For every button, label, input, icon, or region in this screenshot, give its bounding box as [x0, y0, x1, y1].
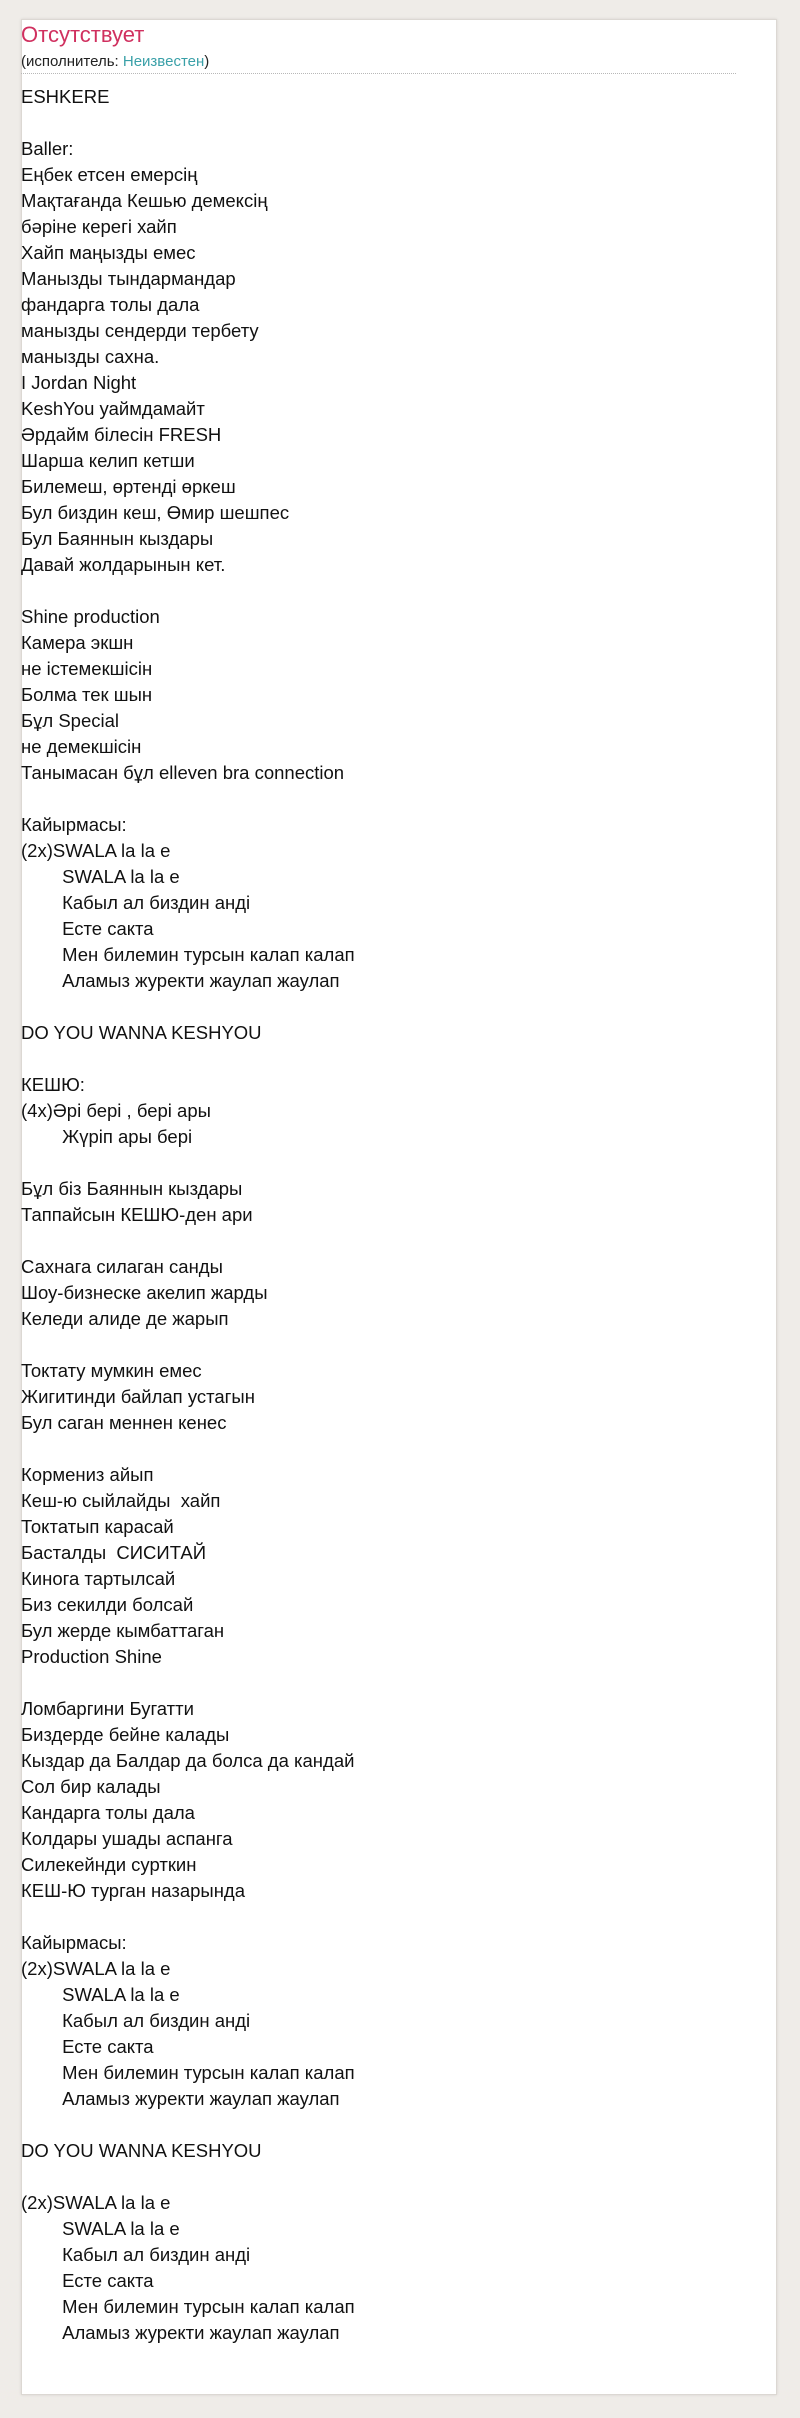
song-header: [21, 22, 736, 74]
lyric-line: Кормениз айып: [21, 1464, 154, 1485]
lyric-line: Басталды СИСИТАЙ: [21, 1542, 207, 1563]
lyric-line: не істемекшісін: [21, 658, 153, 679]
lyric-line: бәріне керегі хайп: [21, 216, 177, 237]
lyric-line: манызды сахна.: [21, 346, 160, 367]
lyric-line: Ломбаргини Бугатти: [21, 1698, 194, 1719]
lyric-line: DO YOU WANNA KESHYOU: [21, 1022, 262, 1043]
lyric-line: не демекшісін: [21, 736, 142, 757]
lyric-line: Аламыз журекти жаулап жаулап: [21, 2088, 340, 2109]
lyric-line: Келеди алиде де жарып: [21, 1308, 229, 1329]
lyric-line: Мен билемин турсын калап калап: [21, 2296, 355, 2317]
lyric-line: [21, 2164, 736, 2190]
lyric-line: Еңбек етсен емерсің: [21, 164, 198, 185]
lyric-line: КЕШ-Ю турган назарында: [21, 1880, 246, 1901]
lyric-line: Бұл Special: [21, 710, 120, 731]
artist-suffix: ): [204, 53, 210, 70]
lyric-line: Шоу-бизнеске акелип жарды: [21, 1282, 268, 1303]
lyric-line: КЕШЮ:: [21, 1074, 85, 1095]
lyric-line: [21, 1436, 736, 1462]
lyric-line: Жигитинди байлап устагын: [21, 1386, 255, 1407]
lyric-line: KeshYou уаймдамайт: [21, 398, 205, 419]
lyric-line: SWALA la la e: [21, 1984, 180, 2005]
lyric-line: DO YOU WANNA KESHYOU: [21, 2140, 262, 2161]
lyric-line: Baller:: [21, 138, 74, 159]
lyric-line: Кабыл ал биздин анді: [21, 2010, 251, 2031]
lyric-line: Билемеш, өртенді өркеш: [21, 476, 236, 497]
artist-line: [21, 52, 736, 74]
lyric-line: ESHKERE: [21, 86, 110, 107]
lyric-line: Есте сакта: [21, 918, 154, 939]
lyric-line: Кайырмасы:: [21, 1932, 127, 1953]
lyric-line: Кабыл ал биздин анді: [21, 2244, 251, 2265]
lyric-line: Бул жерде кымбаттаган: [21, 1620, 225, 1641]
lyric-line: (2x)SWALA la la e: [21, 840, 171, 861]
lyric-line: [21, 786, 736, 812]
lyric-line: Shine production: [21, 606, 160, 627]
lyric-line: Мақтағанда Кешью демексің: [21, 190, 268, 211]
lyric-line: SWALA la la e: [21, 2218, 180, 2239]
lyric-line: Сол бир калады: [21, 1776, 161, 1797]
artist-prefix: (исполнитель:: [21, 53, 123, 70]
lyric-line: Колдары ушады аспанга: [21, 1828, 233, 1849]
lyric-line: (2x)SWALA la la e: [21, 2192, 171, 2213]
lyric-line: Кинога тартылсай: [21, 1568, 176, 1589]
artist-link[interactable]: Неизвестен: [122, 53, 205, 70]
lyric-line: [21, 2112, 736, 2138]
lyric-line: [21, 1332, 736, 1358]
lyric-line: Жүріп ары бері: [21, 1126, 193, 1147]
lyric-line: [21, 1228, 736, 1254]
lyric-line: Хайп маңызды емес: [21, 242, 196, 263]
lyric-line: Кеш-ю сыйлайды хайп: [21, 1490, 221, 1511]
lyric-line: Шарша келип кетши: [21, 450, 195, 471]
song-title: Отсутствует: [21, 22, 145, 47]
lyric-line: манызды сендерди тербету: [21, 320, 259, 341]
lyric-line: SWALA la la e: [21, 866, 180, 887]
lyric-line: Аламыз журекти жаулап жаулап: [21, 2322, 340, 2343]
lyric-line: I Jordan Night: [21, 372, 137, 393]
lyric-line: Кайырмасы:: [21, 814, 127, 835]
lyric-line: Мен билемин турсын калап калап: [21, 944, 355, 965]
lyric-line: [21, 110, 736, 136]
lyric-line: Манызды тындармандар: [21, 268, 236, 289]
lyric-line: Токтатып карасай: [21, 1516, 174, 1537]
lyric-line: (4x)Әрі бері , бері ары: [21, 1100, 211, 1121]
lyric-line: Давай жолдарынын кет.: [21, 554, 226, 575]
lyric-line: Бул саган меннен кенес: [21, 1412, 227, 1433]
lyric-line: [21, 1670, 736, 1696]
lyric-line: Есте сакта: [21, 2270, 154, 2291]
lyric-line: Бул Баяннын кыздары: [21, 528, 214, 549]
lyric-line: Кыздар да Балдар да болса да кандай: [21, 1750, 355, 1771]
lyric-line: Аламыз журекти жаулап жаулап: [21, 970, 340, 991]
lyric-line: Есте сакта: [21, 2036, 154, 2057]
lyric-line: [21, 994, 736, 1020]
lyric-line: Бул биздин кеш, Өмир шешпес: [21, 502, 290, 523]
lyrics-text: [21, 84, 736, 2346]
lyric-line: Токтату мумкин емес: [21, 1360, 202, 1381]
lyric-line: Мен билемин турсын калап калап: [21, 2062, 355, 2083]
lyric-line: Камера экшн: [21, 632, 134, 653]
lyric-line: [21, 1904, 736, 1930]
lyric-line: Биз секилди болсай: [21, 1594, 194, 1615]
lyric-line: Сахнага силаган санды: [21, 1256, 223, 1277]
lyric-line: Кандарга толы дала: [21, 1802, 195, 1823]
lyric-line: (2x)SWALA la la e: [21, 1958, 171, 1979]
lyric-line: Силекейнди сурткин: [21, 1854, 197, 1875]
lyric-line: Production Shine: [21, 1646, 162, 1667]
lyric-line: [21, 1046, 736, 1072]
lyric-line: Болма тек шын: [21, 684, 153, 705]
lyric-line: Биздерде бейне калады: [21, 1724, 230, 1745]
lyric-line: Бұл біз Баяннын кыздары: [21, 1178, 243, 1199]
lyric-line: Танымасан бұл elleven bra connection: [21, 762, 345, 783]
lyric-line: Таппайсын КЕШЮ-ден ари: [21, 1204, 253, 1225]
lyric-line: фандарга толы дала: [21, 294, 200, 315]
lyric-line: [21, 1150, 736, 1176]
lyric-line: Кабыл ал биздин анді: [21, 892, 251, 913]
lyric-line: [21, 578, 736, 604]
lyric-line: Әрдайм білесін FRESH: [21, 424, 222, 445]
